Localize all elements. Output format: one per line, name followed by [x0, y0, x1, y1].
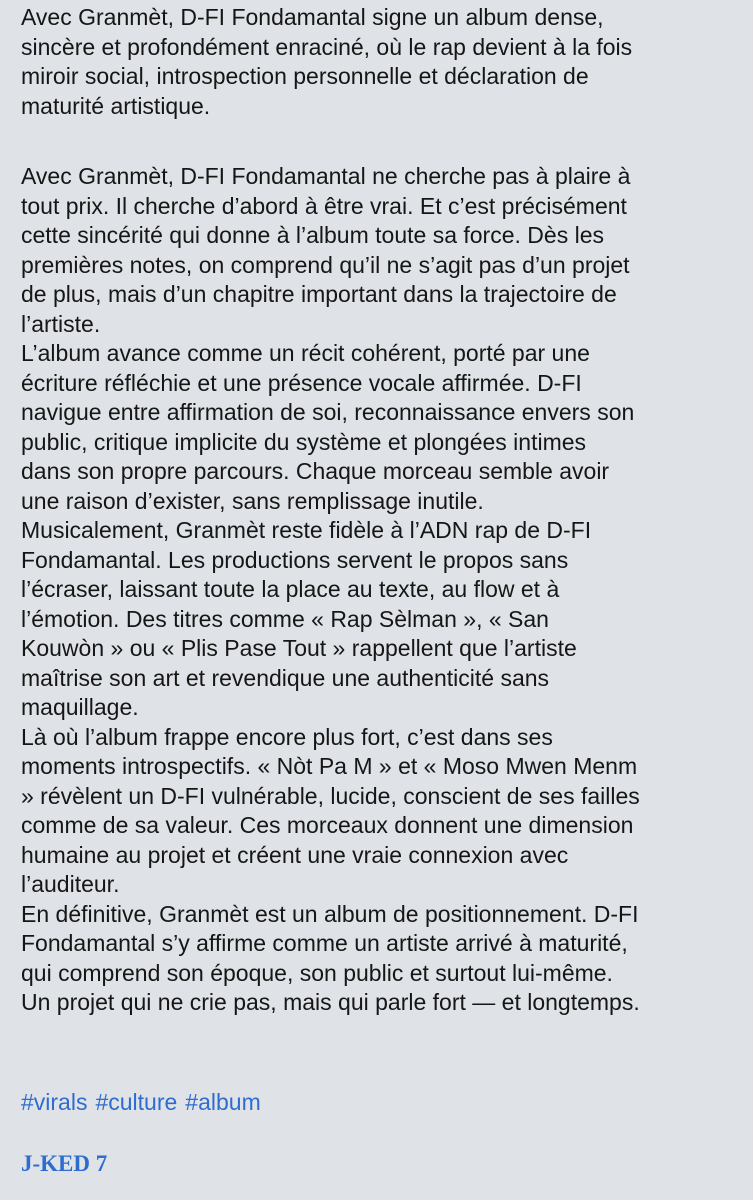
text-line: comme de sa valeur. Ces morceaux donnent une dimension	[21, 812, 634, 838]
hashtag-list	[21, 1087, 261, 1117]
text-line: premières notes, on comprend qu’il ne s’agit pas d’un projet	[21, 251, 630, 278]
text-line: cette sincérité qui donne à l’album toute sa force. Dès les	[21, 222, 604, 248]
hashtag-link[interactable]: #culture	[95, 1089, 178, 1115]
text-line: Fondamantal s’y affirme comme un artiste arrivé à maturité,	[21, 930, 628, 956]
author-signature: J-KED 7	[21, 1151, 108, 1176]
text-line: maturité artistique.	[21, 92, 211, 119]
text-line: l’artiste.	[21, 310, 101, 337]
hashtag-link[interactable]: #album	[185, 1089, 261, 1115]
body-paragraphs	[21, 162, 735, 1018]
text-line: public, critique implicite du système et plongées intimes	[21, 428, 587, 455]
text-line: Là où l’album frappe encore plus fort, c’est dans ses	[21, 723, 553, 750]
text-line: moments introspectifs. « Nòt Pa M » et « Moso Mwen Menm	[21, 753, 638, 779]
text-line: Un projet qui ne crie pas, mais qui parle fort — et longtemps.	[21, 989, 640, 1015]
text-line: sincère et profondément enraciné, où le rap devient à la fois	[21, 33, 633, 60]
text-line: l’émotion. Des titres comme « Rap Sèlman », « San	[21, 605, 549, 632]
text-line: qui comprend son époque, son public et surtout lui-même.	[21, 959, 613, 986]
text-line: L’album avance comme un récit cohérent, porté par une	[21, 340, 590, 366]
text-line: l’auditeur.	[21, 871, 120, 897]
hashtag-link[interactable]: #virals	[21, 1089, 88, 1115]
text-line: de plus, mais d’un chapitre important dans la trajectoire de	[21, 281, 617, 307]
text-line: une raison d’exister, sans remplissage inutile.	[21, 487, 484, 514]
text-line: Avec Granmèt, D-FI Fondamantal signe un album dense,	[21, 4, 604, 30]
text-line: navigue entre affirmation de soi, reconnaissance envers son	[21, 399, 635, 425]
text-line: écriture réfléchie et une présence vocale affirmée. D-FI	[21, 369, 582, 396]
text-line: maîtrise son art et revendique une authenticité sans	[21, 664, 550, 691]
text-line: Fondamantal. Les productions servent le propos sans	[21, 546, 569, 573]
text-line: Kouwòn » ou « Plis Pase Tout » rappellent que l’artiste	[21, 635, 577, 661]
text-line: miroir social, introspection personnelle et déclaration de	[21, 63, 589, 89]
intro-paragraph	[21, 3, 735, 121]
text-line: tout prix. Il cherche d’abord à être vrai. Et c’est précisément	[21, 192, 627, 219]
text-line: maquillage.	[21, 694, 139, 720]
text-line: l’écraser, laissant toute la place au texte, au flow et à	[21, 576, 560, 602]
text-line: dans son propre parcours. Chaque morceau semble avoir	[21, 458, 610, 484]
text-line: Musicalement, Granmèt reste fidèle à l’ADN rap de D-FI	[21, 517, 592, 543]
text-line: humaine au projet et créent une vraie connexion avec	[21, 841, 569, 868]
text-line: Avec Granmèt, D-FI Fondamantal ne cherche pas à plaire à	[21, 163, 631, 189]
text-line: » révèlent un D-FI vulnérable, lucide, conscient de ses failles	[21, 782, 640, 809]
text-line: En définitive, Granmèt est un album de positionnement. D-FI	[21, 900, 639, 927]
